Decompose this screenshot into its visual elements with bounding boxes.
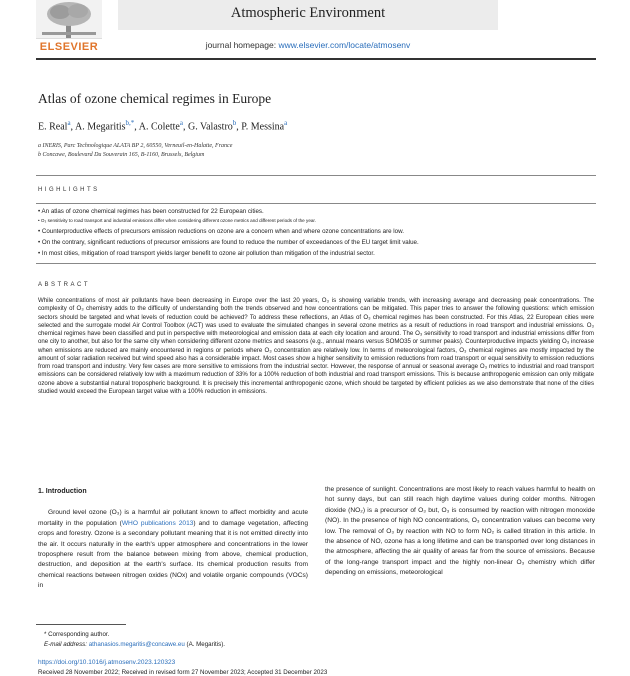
- divider: [36, 203, 596, 204]
- author-affiliation-mark[interactable]: a: [179, 119, 183, 127]
- intro-column-1: [38, 487, 308, 592]
- divider: [36, 263, 596, 264]
- received-dates: Received 28 November 2022; Received in revised form 27 November 2023; Accepted 31 December 2023: [38, 669, 328, 676]
- journal-title[interactable]: Atmospheric Environment: [230, 5, 386, 21]
- elsevier-tree-icon: [36, 0, 102, 39]
- divider: [36, 175, 596, 176]
- author-affiliation-mark[interactable]: a: [284, 119, 288, 127]
- highlights-label: HIGHLIGHTS: [38, 187, 100, 193]
- elsevier-logo: [36, 0, 102, 52]
- author-name[interactable]: A. Colette: [138, 121, 180, 133]
- author-list: E. Real$^a$, A. Megaritis$^{b,*}$, A. Colette$^a$, G. Valastro$^b$, P. Messina$^a$: [38, 119, 288, 133]
- header-divider: [36, 58, 596, 60]
- highlight-item: • In most cities, mitigation of road transport yields larger benefit to ozone air pollution than mitigation of the industrial sector.: [38, 250, 375, 257]
- email-note: [44, 641, 225, 648]
- author-name[interactable]: E. Real: [38, 121, 68, 133]
- corresponding-author-note: * Corresponding author.: [44, 631, 110, 638]
- publisher-name: ELSEVIER: [39, 41, 99, 53]
- highlight-item: • On the contrary, significant reductions of precursor emissions are found to reduce the number of exceedances of the EU target limit value.: [38, 239, 419, 246]
- highlight-item: • Counterproductive effects of precursors emission reductions on ozone are a concern when and where ozone concentrations are low.: [38, 228, 404, 235]
- intro-column-2: [325, 485, 595, 579]
- article-title: Atlas of ozone chemical regimes in Europe: [38, 91, 272, 106]
- homepage-link[interactable]: www.elsevier.com/locate/atmosenv: [278, 40, 411, 50]
- author-name[interactable]: G. Valastro: [187, 121, 233, 133]
- email-label: E-mail address:: [44, 641, 87, 648]
- journal-homepage: [118, 40, 498, 50]
- email-suffix: (A. Megaritis).: [186, 641, 226, 648]
- highlight-item: • O₃ sensitivity to road transport and industrial emissions differ when considering different ozone metrics and different periods of the year.: [38, 218, 316, 223]
- author-affiliation-mark[interactable]: a: [67, 119, 71, 127]
- highlight-item: • An atlas of ozone chemical regimes has been constructed for 22 European cities.: [38, 208, 264, 215]
- homepage-label: journal homepage:: [205, 40, 277, 50]
- author-affiliation-mark[interactable]: b: [232, 119, 237, 127]
- author-affiliation-mark[interactable]: b,*: [125, 119, 135, 127]
- footnote-divider: [36, 624, 126, 625]
- affiliation-b: b Concawe, Boulevard Du Souverain 165, B-1160, Brussels, Belgium: [38, 152, 205, 158]
- intro-paragraph: Ground level ozone (O₃) is a harmful air pollutant known to affect morbidity and acute mortality in the population (WHO publications 2013) and to damage vegetation, affecting crops and forestry. Ozone is a secondary pollutant meaning that it is not emitted directly into the air. It occurs naturally in the earth's upper atmosphere and concentrations in the lower troposphere result from the balance between mixing from above, chemical production, destruction, and deposition at the earth's surface. Its chemical production results from chemical reactions between nitrogen oxides (NOx) and volatile organic compounds (VOCs) in: [38, 509, 308, 590]
- abstract-text: While concentrations of most air pollutants have been decreasing in Europe over the last 20 years, O₃ is showing variable trends, with increasing average and decreasing peak concentrations. The complexity of O₃ chemistry adds to the difficulty of understanding both the trends observed and how concentrations can be mitigated. This paper tries to answer the following questions: which emission sectors should be targeted and what levels of reduction could be achieved? To address these reflections, an Atlas of O₃ chemical regimes has been constructed. For this Atlas, 22 European cities were selected and the surrogate model Air Control Toolbox (ACT) was used to evaluate the simulated changes in several ozone metrics as a result of reductions in road transport and industrial emissions. O₃ chemical regimes have been classified and put in perspective with meteorological and emission data at each city location and around. The O₃ sensitivity to road transport and industrial emissions differ from one city to another, but also for the same city when considering different ozone metrics and seasons (e.g., annual means versus SOMO35 or summer peaks). Counterproductive impacts yielding O₃ increase when emissions are reduced are mainly encountered in regions or periods where O₃ concentration are relatively low. In terms of meteorological factors, O₃ chemical regimes are mostly impacted by the amount of solar radiation received but wind speed also has a considerable impact. Most cases show a higher sensitivity to emission reductions from road transport or equal sensitivity to emission reductions from road transport and industry. Very few cases are more sensitive to emissions from the industrial sector. However, the response of annual or seasonal average O₃ metrics to industrial and road transport emissions can be considered relatively low with a maximum reduction of 33% for a 100% reduction of both industrial and road transport emissions. This is because anthropogenic emission can only mitigate ozone above a substantial natural tropospheric background. It is precisely this incremental anthropogenic ozone, which should be targeted by efficient policies as we also demonstrate that none of the cities studied would exceed the European target value with a 100% reduction in emissions.: [38, 297, 594, 395]
- email-link[interactable]: athanasios.megaritis@concawe.eu: [88, 641, 185, 648]
- author-name[interactable]: A. Megaritis: [75, 121, 126, 133]
- abstract-label: ABSTRACT: [38, 282, 91, 288]
- affiliation-a: a INERIS, Parc Technologique ALATA BP 2, 60550, Verneuil-en-Halatte, France: [38, 143, 233, 149]
- citation-link[interactable]: WHO publications 2013: [121, 519, 194, 527]
- author-name[interactable]: P. Messina: [241, 121, 285, 133]
- intro-paragraph: the presence of sunlight. Concentrations are most likely to reach values harmful to health on hot sunny days, but can still reach high daytime values during colder months. Nitrogen dioxide (NO₂) is a precursor of O₃ but, O₃ is consumed by reaction with nitrogen monoxide (NO). In the presence of high NO concentrations, O₃ concentration values can become very low. The removal of O₃ by reaction with NO to form NO₂ is called titration in this article. In the absence of NO, ozone has a long lifetime and can be transported over long distances in the atmosphere, affecting the air quality of areas far from the source of emissions. Because of the long-range transport impact and the highly non-linear O₃ chemistry which differ depending on emissions, meteorological: [325, 486, 595, 577]
- doi-link[interactable]: https://doi.org/10.1016/j.atmosenv.2023.120323: [38, 659, 176, 666]
- section-heading: 1. Introduction: [38, 488, 87, 495]
